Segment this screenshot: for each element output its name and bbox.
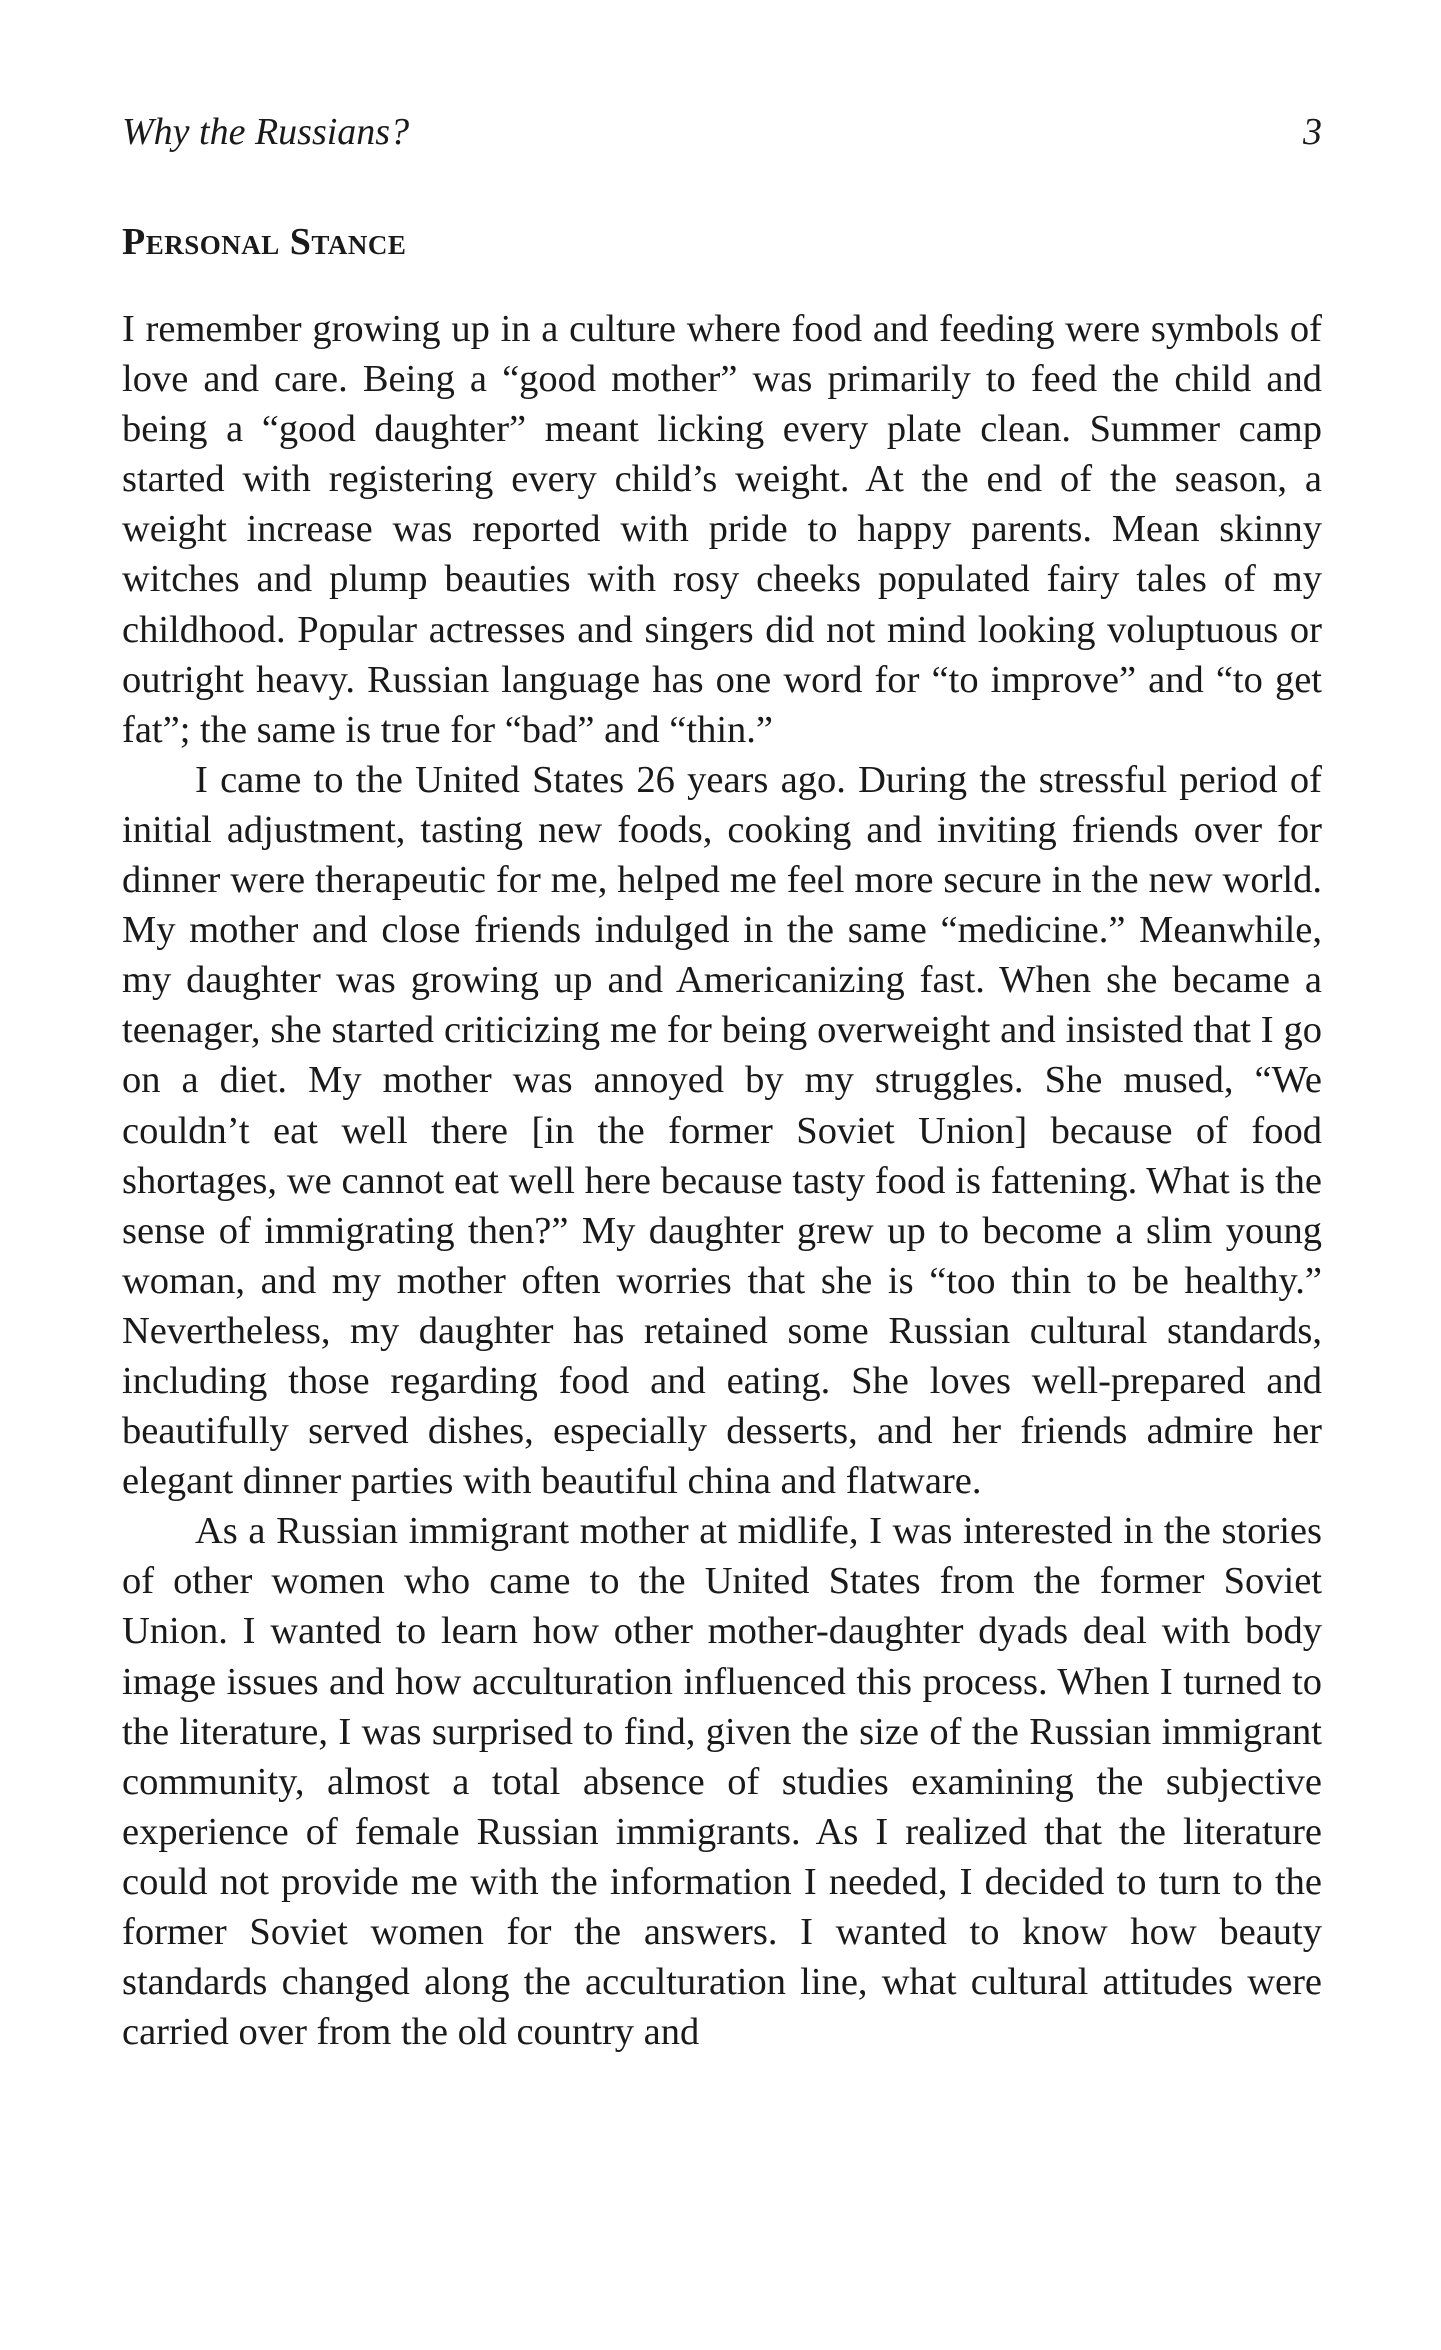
page-number: 3: [1303, 111, 1322, 153]
paragraph-1: I remember growing up in a culture where food and feeding were symbols of love and care. Being a “good mother” was primarily to feed the child and being a “good daughter” meant licking every plate clean. Summer camp started with registering every child’s weight. At the end of the season, a weight increase was reported with pride to happy parents. Mean skinny witches and plump beauties with rosy cheeks populated fairy tales of my childhood. Popular actresses and singers did not mind looking voluptuous or outright heavy. Russian language has one word for “to improve” and “to get fat”; the same is true for “bad” and “thin.”: [122, 308, 1322, 751]
section-heading: Personal Stance: [122, 221, 407, 263]
body-text: [122, 304, 1322, 2057]
book-page: [122, 108, 1322, 2057]
paragraph-2: I came to the United States 26 years ago. During the stressful period of initial adjustment, tasting new foods, cooking and inviting friends over for dinner were therapeutic for me, helped me feel more secure in the new world. My mother and close friends indulged in the same “medicine.” Meanwhile, my daughter was growing up and Americanizing fast. When she became a teenager, she started criticizing me for being overweight and insisted that I go on a diet. My mother was annoyed by my struggles. She mused, “We couldn’t eat well there [in the former Soviet Union] because of food shortages, we cannot eat well here because tasty food is fattening. What is the sense of immigrating then?” My daughter grew up to become a slim young woman, and my mother often worries that she is “too thin to be healthy.” Nevertheless, my daughter has retained some Russian cultural standards, including those regarding food and eating. She loves well-prepared and beautifully served dishes, especially desserts, and her friends admire her elegant dinner parties with beautiful china and flatware.: [122, 758, 1322, 1503]
paragraph-3: As a Russian immigrant mother at midlife, I was interested in the stories of other women who came to the United States from the former Soviet Union. I wanted to learn how other mother-daughter dyads deal with body image issues and how acculturation influenced this process. When I turned to the literature, I was surprised to find, given the size of the Russian immigrant community, almost a total absence of studies examining the subjective experience of female Russian immigrants. As I realized that the literature could not provide me with the information I needed, I decided to turn to the former Soviet women for the answers. I wanted to know how beauty standards changed along the acculturation line, what cultural attitudes were carried over from the old country and: [122, 1510, 1322, 2054]
running-header: [122, 108, 1322, 156]
running-title: Why the Russians?: [122, 111, 410, 153]
